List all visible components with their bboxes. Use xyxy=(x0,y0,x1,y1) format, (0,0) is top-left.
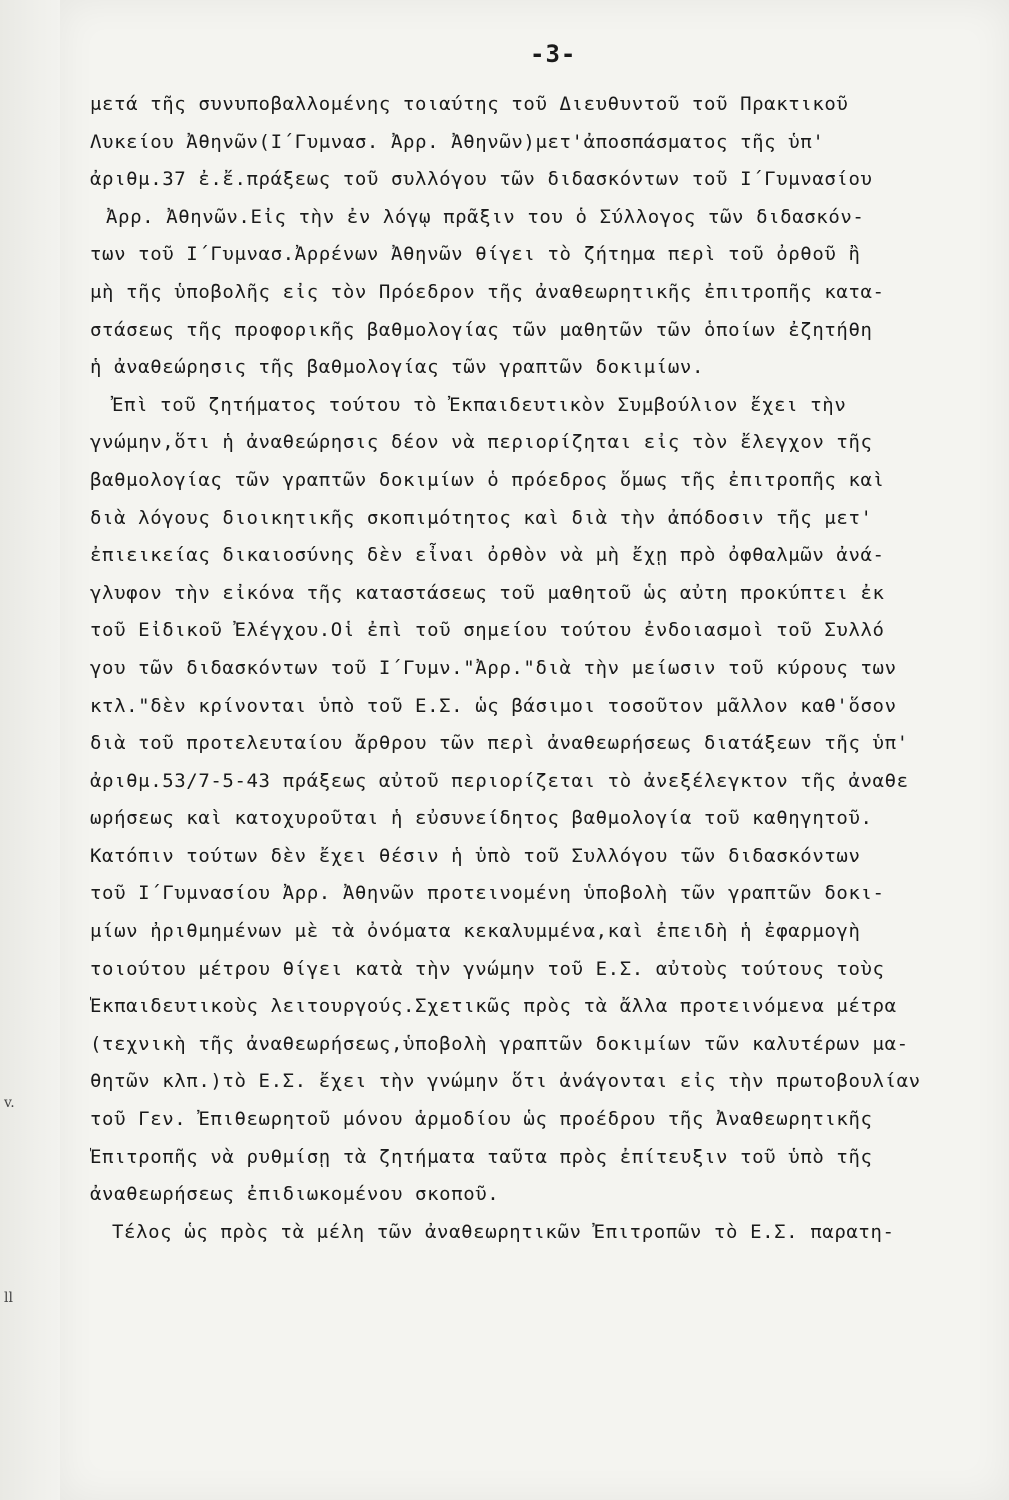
text-line: μετά τῆς συνυποβαλλομένης τοιαύτης τοῦ Διευθυντοῦ τοῦ Πρακτικοῦ xyxy=(90,93,849,115)
text-line: ἡ ἀναθεώρησις τῆς βαθμολογίας τῶν γραπτῶν δοκιμίων. xyxy=(90,356,704,379)
scan-margin xyxy=(0,0,60,1500)
document-page xyxy=(60,0,1009,1500)
text-line: γνώμην,ὅτι ἡ ἀναθεώρησις δέον νὰ περιορίζηται εἰς τὸν ἔλεγχον τῆς xyxy=(90,431,873,454)
text-line: γου τῶν διδασκόντων τοῦ Ι΄Γυμν."Ἀρρ."διὰ τὴν μείωσιν τοῦ κύρους των xyxy=(90,656,897,679)
text-line: Ἐπιτροπῆς νὰ ρυθμίσῃ τὰ ζητήματα ταῦτα πρὸς ἐπίτευξιν τοῦ ὑπὸ τῆς xyxy=(90,1145,873,1168)
text-line: Λυκείου Ἀθηνῶν(Ι΄Γυμνασ. Ἀρρ. Ἀθηνῶν)μετ'ἀποσπάσματος τῆς ὑπ' xyxy=(90,130,825,153)
text-line: διὰ λόγους διοικητικῆς σκοπιμότητος καὶ διὰ τὴν ἀπόδοσιν τῆς μετ' xyxy=(90,506,873,529)
text-line: ἀριθμ.53/7-5-43 πράξεως αὐτοῦ περιορίζεται τὸ ἀνεξέλεγκτον τῆς ἀναθε xyxy=(90,769,909,792)
text-line: τοῦ Εἰδικοῦ Ἐλέγχου.Οἱ ἐπὶ τοῦ σημείου τούτου ἐνδοιασμοὶ τοῦ Συλλό xyxy=(90,619,885,642)
text-line: Τέλος ὡς πρὸς τὰ μέλη τῶν ἀναθεωρητικῶν Ἐπιτροπῶν τὸ Ε.Σ. παρατη- xyxy=(112,1220,895,1243)
page-number: -3- xyxy=(530,40,577,68)
text-line: ωρήσεως καὶ κατοχυροῦται ἡ εὐσυνείδητος βαθμολογία τοῦ καθηγητοῦ. xyxy=(90,807,873,830)
text-line: των τοῦ Ι΄Γυμνασ.Ἀρρένων Ἀθηνῶν θίγει τὸ ζήτημα περὶ τοῦ ὀρθοῦ ἢ xyxy=(90,243,861,266)
text-line: ἀναθεωρήσεως ἐπιδιωκομένου σκοποῦ. xyxy=(90,1183,500,1206)
text-line: γλυφον τὴν εἰκόνα τῆς καταστάσεως τοῦ μαθητοῦ ὡς αὐτη προκύπτει ἐκ xyxy=(90,581,885,604)
text-line: στάσεως τῆς προφορικῆς βαθμολογίας τῶν μαθητῶν τῶν ὁποίων ἐζητήθη xyxy=(90,318,873,341)
text-line: κτλ."δὲν κρίνονται ὑπὸ τοῦ Ε.Σ. ὡς βάσιμοι τοσοῦτον μᾶλλον καθ'ὅσον xyxy=(90,694,897,717)
text-line: βαθμολογίας τῶν γραπτῶν δοκιμίων ὁ πρόεδρος ὅμως τῆς ἐπιτροπῆς καὶ xyxy=(90,468,885,491)
text-line: θητῶν κλπ.)τὸ Ε.Σ. ἔχει τὴν γνώμην ὅτι ἀνάγονται εἰς τὴν πρωτοβουλίαν xyxy=(90,1070,921,1093)
text-line: ἀριθμ.37 ἐ.ἔ.πράξεως τοῦ συλλόγου τῶν διδασκόντων τοῦ Ι΄Γυμνασίου xyxy=(90,168,873,191)
text-line: τοῦ Γεν. Ἐπιθεωρητοῦ μόνου ἁρμοδίου ὡς προέδρου τῆς Ἀναθεωρητικῆς xyxy=(90,1108,873,1131)
margin-mark: ll xyxy=(4,1290,13,1306)
body-text xyxy=(90,86,1000,1251)
text-line: τοῦ Ι΄Γυμνασίου Ἀρρ. Ἀθηνῶν προτεινομένη ὑποβολὴ τῶν γραπτῶν δοκι- xyxy=(90,882,885,905)
text-line: τοιούτου μέτρου θίγει κατὰ τὴν γνώμην τοῦ Ε.Σ. αὐτοὺς τούτους τοὺς xyxy=(90,957,885,980)
text-line: Κατόπιν τούτων δὲν ἔχει θέσιν ἡ ὑπὸ τοῦ Συλλόγου τῶν διδασκόντων xyxy=(90,844,861,867)
text-line: μίων ἠριθμημένων μὲ τὰ ὀνόματα κεκαλυμμένα,καὶ ἐπειδὴ ἡ ἐφαρμογὴ xyxy=(90,920,861,943)
text-line: ἐπιεικείας δικαιοσύνης δὲν εἶναι ὀρθὸν νὰ μὴ ἔχῃ πρὸ ὀφθαλμῶν ἀνά- xyxy=(90,544,885,567)
text-line: διὰ τοῦ προτελευταίου ἄρθρου τῶν περὶ ἀναθεωρήσεως διατάξεων τῆς ὑπ' xyxy=(90,732,909,755)
text-line: (τεχνικὴ τῆς ἀναθεωρήσεως,ὑποβολὴ γραπτῶν δοκιμίων τῶν καλυτέρων μα- xyxy=(90,1032,909,1055)
text-line: Ἐκπαιδευτικοὺς λειτουργούς.Σχετικῶς πρὸς τὰ ἄλλα προτεινόμενα μέτρα xyxy=(90,995,897,1018)
margin-mark: v. xyxy=(4,1095,15,1111)
text-line: μὴ τῆς ὑποβολῆς εἰς τὸν Πρόεδρον τῆς ἀναθεωρητικῆς ἐπιτροπῆς κατα- xyxy=(90,280,885,303)
text-line: Ἐπὶ τοῦ ζητήματος τούτου τὸ Ἐκπαιδευτικὸν Συμβούλιον ἔχει τὴν xyxy=(112,393,847,416)
text-line: Ἀρρ. Ἀθηνῶν.Εἰς τὴν ἐν λόγῳ πρᾶξιν του ὁ Σύλλογος τῶν διδασκόν- xyxy=(106,205,865,228)
